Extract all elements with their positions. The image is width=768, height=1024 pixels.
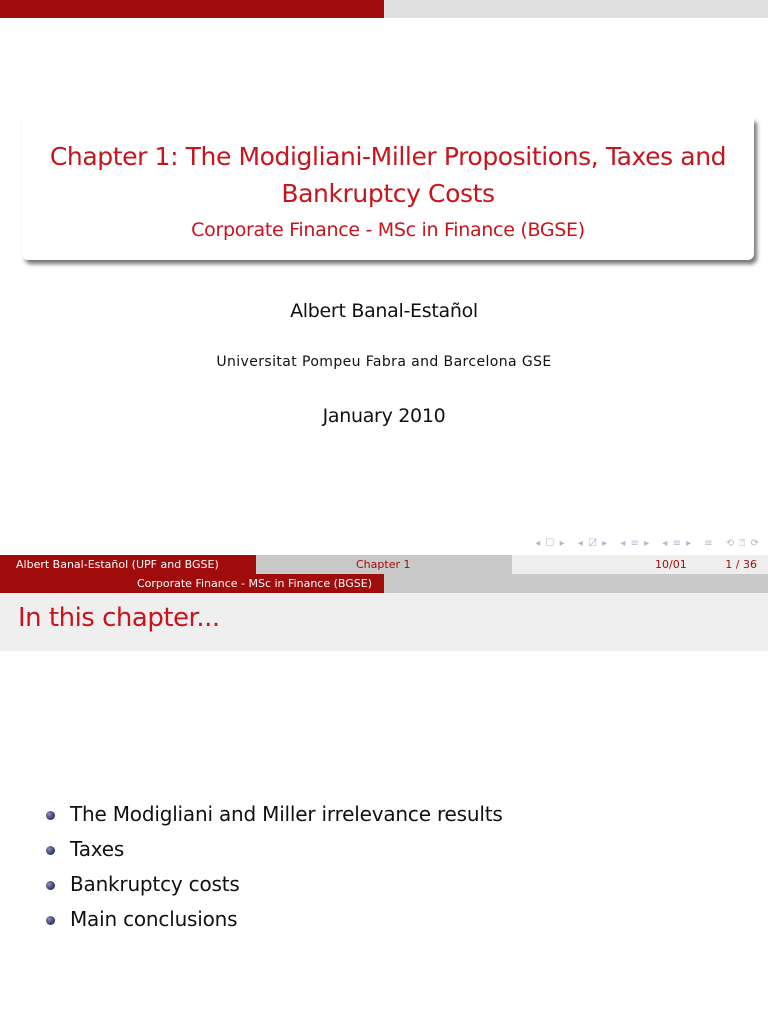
footer-course-cell [0,574,384,593]
bullet-icon [46,916,55,925]
footer-empty-cell [384,574,768,593]
navigation-symbols [527,538,760,549]
list-item [46,867,503,902]
footer-date: 10/01 [655,558,687,571]
bullet-icon [46,846,55,855]
chapter-items-list [46,797,503,937]
bullet-icon [46,811,55,820]
list-item [46,797,503,832]
list-item [46,902,503,937]
footer-date-cell [512,555,768,574]
author-name: Albert Banal-Estañol [290,300,478,322]
top-header-bar [0,0,768,18]
frame-title: In this chapter... [18,603,220,633]
footer-page-number: 1 / 36 [725,558,757,571]
list-item-text: Bankruptcy costs [70,872,240,896]
presentation-date: January 2010 [322,405,446,427]
footer-short-title: Chapter 1 [356,558,411,571]
footer-row-bottom [0,574,768,593]
nav-document-icon[interactable]: ◂ ≡ ▸ [662,538,693,549]
nav-search-icon[interactable]: ⟲ ⍰ ⟳ [725,538,760,549]
nav-subsection-icon[interactable]: ◂ ☐̸ ▸ [577,538,609,549]
footer-course: Corporate Finance - MSc in Finance (BGSE) [136,577,372,590]
list-item-text: The Modigliani and Miller irrelevance results [70,802,503,826]
slide-title: Chapter 1: The Modigliani-Miller Propositions, Taxes and Bankruptcy Costs [49,142,727,208]
title-box [22,118,754,260]
list-item-text: Main conclusions [70,907,238,931]
slide-subtitle: Corporate Finance - MSc in Finance (BGSE) [191,219,585,241]
footer-author-cell [0,555,256,574]
header-bar-right [384,0,768,18]
nav-frame-icon[interactable]: ◂ ☐ ▸ [535,538,566,549]
footer-author: Albert Banal-Estañol (UPF and BGSE) [16,558,219,571]
slide-footer [0,555,768,593]
institute-name: Universitat Pompeu Fabra and Barcelona GSE [216,354,552,370]
bullet-icon [46,881,55,890]
list-item-text: Taxes [70,837,125,861]
footer-title-cell [256,555,512,574]
nav-section-icon[interactable]: ◂ ≡ ▸ [620,538,651,549]
frame-title-bar [0,593,768,651]
header-bar-left [0,0,384,18]
footer-row-top [0,555,768,574]
list-item [46,832,503,867]
nav-appendix-icon[interactable]: ≡ [704,538,714,549]
